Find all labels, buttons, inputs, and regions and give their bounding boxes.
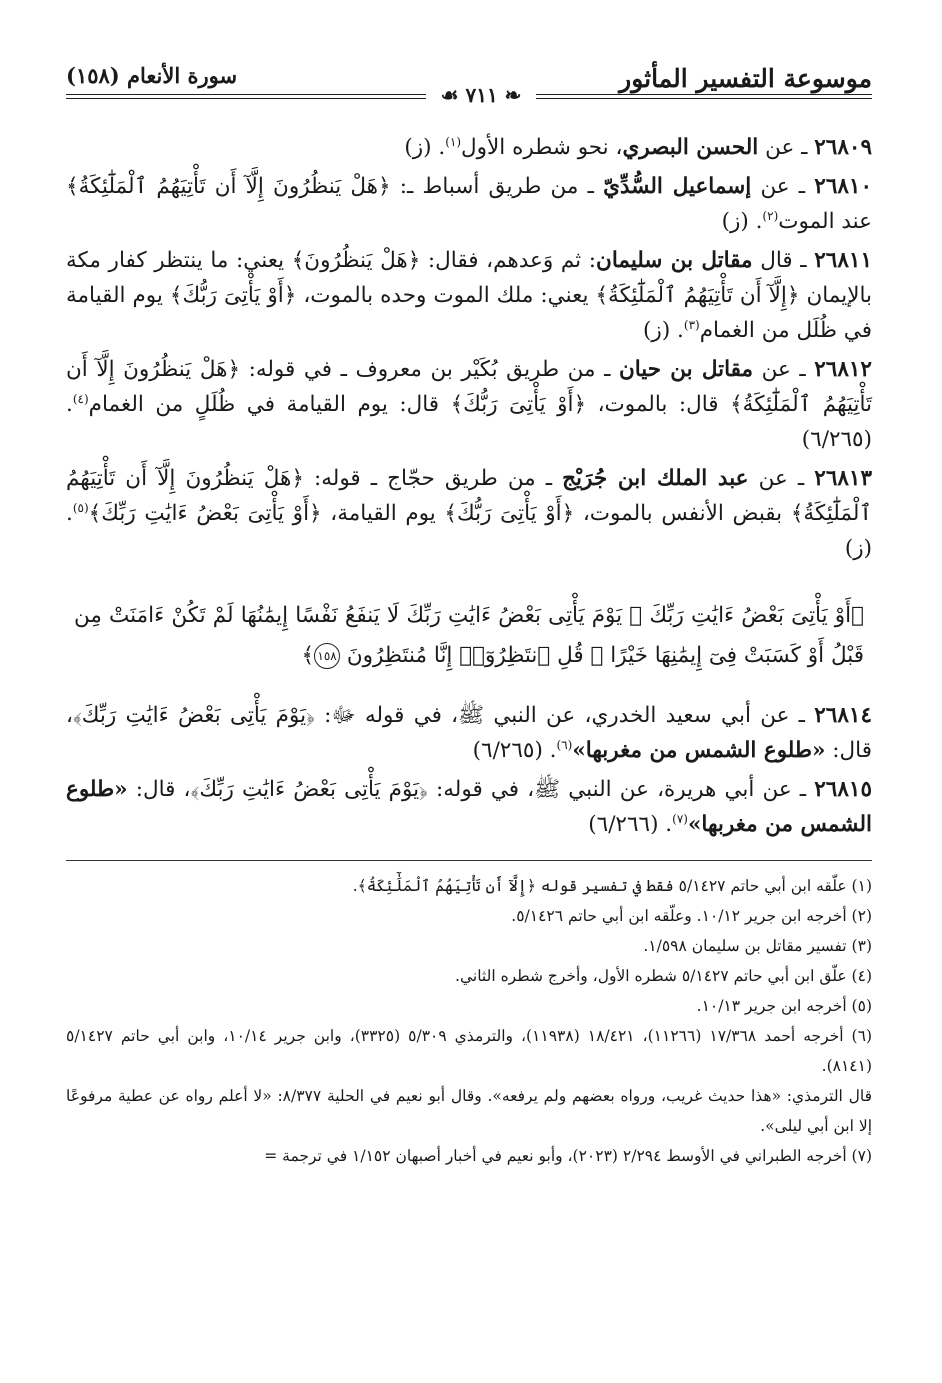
- narrator-name: عبد الملك ابن جُرَيْج: [562, 466, 749, 491]
- narration-text: . (٦/٢٦٦): [588, 812, 673, 837]
- narration-number: ٢٦٨٠٩: [814, 135, 872, 160]
- footnote: (١) علّقه ابن أبي حاتم ٥/١٤٢٧ فقط في تفسير قوله ﴿إِلَّآ أَن تَأْتِيَهُمُ ٱلْمَلَٰٓئِكَةُ﴾.: [352, 877, 872, 895]
- narration-number: ٢٦٨١٢: [814, 357, 872, 382]
- narration-text: . (ز): [643, 318, 684, 343]
- narration-text: ـ عن: [751, 174, 815, 199]
- footnote-ref[interactable]: (٧): [672, 811, 688, 826]
- narration-text: . (٦/٢٦٥): [472, 738, 557, 763]
- narration-entry: [66, 772, 872, 842]
- ornament-left: ❧: [497, 83, 522, 107]
- surah-title: سورة الأنعام (١٥٨): [66, 63, 238, 88]
- narration-text: ـ من طريق أسباط ـ: ﴿هَلْ يَنظُرُونَ إِلَّآ أَن تَأْتِيَهُمُ ٱلْمَلَٰٓئِكَةُ﴾ عند الموت: [66, 174, 872, 234]
- narrator-name: «طلوع الشمس من مغربها»: [572, 738, 826, 763]
- footnote-ref[interactable]: (٣): [683, 317, 700, 332]
- verse-close-bracket: ﴾: [301, 643, 315, 668]
- quran-verse: [66, 596, 872, 676]
- footnotes: [66, 871, 872, 1171]
- narration-text: . (ز): [404, 135, 446, 160]
- footnote-ref[interactable]: (٦): [556, 737, 573, 752]
- narration-entry: [66, 461, 872, 566]
- narration-text: ـ من طريق بُكَيْر بن معروف ـ في قوله: ﴿هَلْ يَنظُرُونَ إِلَّآ أَن تَأْتِيَهُمُ ٱلْمَلَٰٓئِكَةُ﴾ قال: بالموت، ﴿أَوْ يَأْتِىَ رَبُّكَ﴾ قال: يوم القيامة في ظُلَلٍ من الغمام: [66, 357, 872, 417]
- narration-number: ٢٦٨١٣: [814, 466, 873, 491]
- narrator-name: مقاتل بن سليمان: [596, 248, 753, 273]
- narrations-list: [66, 130, 872, 566]
- narration-text: ـ عن: [758, 135, 815, 160]
- footnote: (٧) أخرجه الطبراني في الأوسط ٢/٢٩٤ (٢٠٢٣)، وأبو نعيم في أخبار أصبهان ١/١٥٢ في ترجمة =: [264, 1147, 872, 1165]
- narrator-name: الحسن البصري: [622, 135, 759, 160]
- narration-number: ٢٦٨١٤: [814, 703, 872, 728]
- book-title: موسوعة التفسير المأثور: [619, 64, 872, 93]
- page-number-value: ٧١١: [465, 83, 498, 107]
- narration-entry: [66, 130, 872, 165]
- narration-number: ٢٦٨١٥: [814, 777, 872, 802]
- narrator-name: مقاتل بن حيان: [618, 357, 754, 382]
- footnote-ref[interactable]: (٤): [72, 391, 89, 406]
- footnote: قال الترمذي: «هذا حديث غريب، ورواه بعضهم ولم يرفعه». وقال أبو نعيم في الحلية ٨/٣٧٧: «لا أعلم رواه عن عطية مرفوعًا إلا ابن أبي ليلى».: [66, 1087, 872, 1135]
- narration-text: ، نحو شطره الأول: [461, 135, 623, 160]
- footnote: (٥) أخرجه ابن جرير ١٠/١٣.: [696, 997, 872, 1015]
- narration-text: . (ز): [721, 209, 763, 234]
- footnote: (٣) تفسير مقاتل بن سليمان ١/٥٩٨.: [643, 937, 872, 955]
- page: [66, 58, 872, 1328]
- narration-number: ٢٦٨١١: [814, 248, 872, 273]
- narration-entry: [66, 243, 872, 348]
- page-header: [66, 58, 872, 107]
- hadith-list: [66, 698, 872, 842]
- verse-text: ﴿أَوْ يَأْتِىَ بَعْضُ ءَايَٰتِ رَبِّكَ ۗ يَوْمَ يَأْتِى بَعْضُ ءَايَٰتِ رَبِّكَ لَا يَنفَعُ نَفْسًا إِيمَٰنُهَا لَمْ تَكُنْ ءَامَنَتْ مِن قَبْلُ أَوْ كَسَبَتْ فِىٓ إِيمَٰنِهَا خَيْرًا ۗ قُلِ ٱنتَظِرُوٓا۟ إِنَّا مُنتَظِرُونَ: [74, 603, 864, 668]
- narration-text: ـ عن: [753, 357, 815, 382]
- footnote: (٦) أخرجه أحمد ١٧/٣٦٨ (١١٢٦٦)، ١٨/٤٢١ (١١٩٣٨)، والترمذي ٥/٣٠٩ (٣٣٢٥)، وابن جرير ١٠/١٤، وابن أبي حاتم ٥/١٤٢٧ (٨١٤١).: [66, 1027, 872, 1075]
- footnote: (٢) أخرجه ابن جرير ١٠/١٢. وعلّقه ابن أبي حاتم ٥/١٤٢٦.: [511, 907, 872, 925]
- page-number: [426, 84, 536, 106]
- narration-text: ـ عن: [748, 466, 815, 491]
- footnote-ref[interactable]: (٥): [72, 500, 89, 515]
- footnote: (٤) علّق ابن أبي حاتم ٥/١٤٢٧ شطره الأول، وأخرج شطره الثاني.: [455, 967, 872, 985]
- narration-text: ـ من طريق حجّاج ـ قوله: ﴿هَلْ يَنظُرُونَ إِلَّآ أَن تَأْتِيَهُمُ ٱلْمَلَٰٓئِكَةُ﴾ بقبض الأنفس بالموت، ﴿أَوْ يَأْتِىَ رَبُّكَ﴾ يوم القيامة، ﴿أَوْ يَأْتِىَ بَعْضُ ءَايَٰتِ رَبِّكَ﴾: [66, 466, 872, 526]
- narration-text: . (ز): [66, 501, 872, 561]
- narration-entry: [66, 352, 872, 457]
- narrator-name: إسماعيل السُّدِّيّ: [603, 174, 752, 199]
- narration-text: ـ عن أبي هريرة، عن النبي ﷺ، في قوله: ﴿يَوْمَ يَأْتِى بَعْضُ ءَايَٰتِ رَبِّكَ﴾، قال:: [127, 777, 815, 802]
- verse-number-marker: ١٥٨: [314, 643, 340, 669]
- narration-text: ـ عن أبي سعيد الخدري، عن النبي ﷺ، في قوله ﷻ: ﴿يَوْمَ يَأْتِى بَعْضُ ءَايَٰتِ رَبِّكَ﴾، قال:: [66, 703, 872, 763]
- narration-text: . (٦/٢٦٥): [66, 392, 872, 452]
- footnote-ref[interactable]: (١): [445, 134, 462, 149]
- narration-entry: [66, 169, 872, 239]
- narration-text: : ثم وَعدهم، فقال: ﴿هَلْ يَنظُرُونَ﴾ يعني: ما ينتظر كفار مكة بالإيمان ﴿إِلَّآ أَن تَأْتِيَهُمُ ٱلْمَلَٰٓئِكَةُ﴾ يعني: ملك الموت وحده بالموت، ﴿أَوْ يَأْتِىَ رَبُّكَ﴾ يوم القيامة في ظُلَل من الغمام: [66, 248, 872, 343]
- narration-text: ـ قال: [752, 248, 815, 273]
- footnote-separator: [66, 860, 872, 861]
- main-text: [66, 130, 872, 1171]
- ornament-right: ☙: [440, 83, 466, 107]
- narration-number: ٢٦٨١٠: [814, 174, 873, 199]
- footnote-ref[interactable]: (٢): [762, 208, 779, 223]
- narration-entry: [66, 698, 872, 768]
- narrator-name: «طلوع الشمس من مغربها»: [66, 777, 872, 837]
